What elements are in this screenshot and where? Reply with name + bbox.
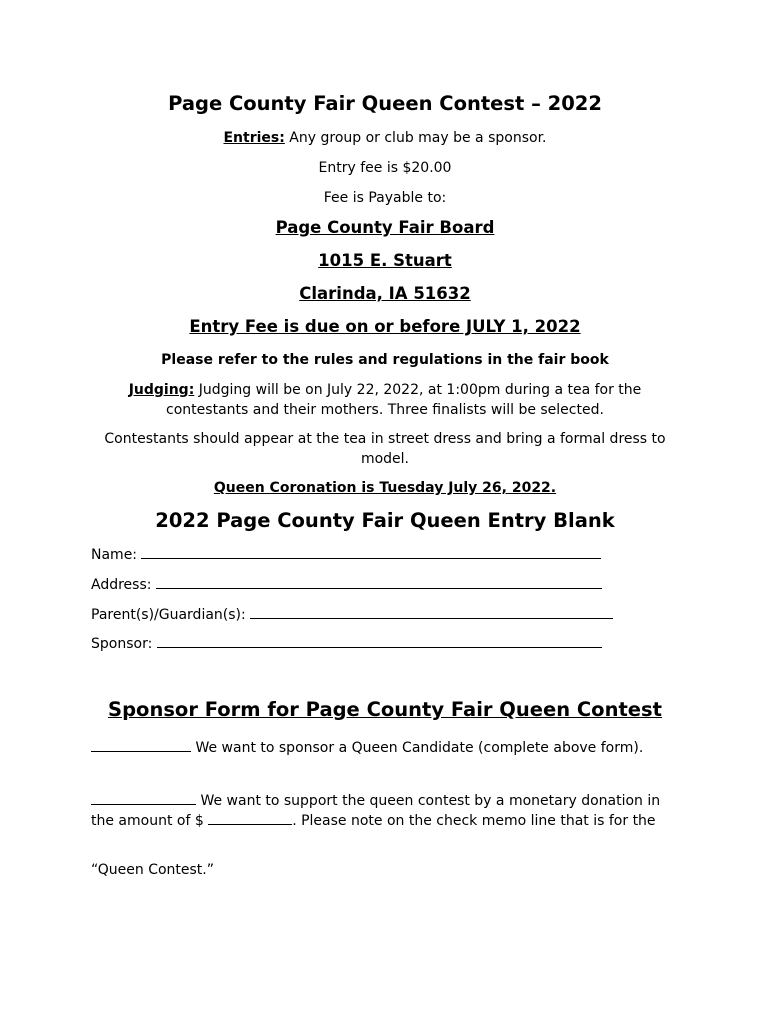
donation-option-text-a: We want to support the queen contest by a monetary donation in the amount of $ [91,793,661,829]
address-blank-line[interactable] [156,576,602,589]
guardian-blank-line[interactable] [250,606,613,619]
sponsor-field[interactable] [91,634,602,654]
sponsor-option-candidate [91,738,686,758]
name-field[interactable] [91,545,601,565]
page-title: Page County Fair Queen Contest – 2022 [168,92,602,115]
donation-amount-line[interactable] [208,812,292,825]
judging-text: Judging will be on July 22, 2022, at 1:00pm during a tea for the contestants and their mothers. Three finalists will be selected. [166,382,642,418]
entry-blank-title: 2022 Page County Fair Queen Entry Blank [155,509,615,532]
candidate-check-line[interactable] [91,739,191,752]
entries-label: Entries: [223,130,285,146]
guardian-label: Parent(s)/Guardian(s): [91,607,246,623]
payable-to-text: Fee is Payable to: [323,190,447,206]
guardian-field[interactable] [91,605,613,625]
coronation-notice: Queen Coronation is Tuesday July 26, 2022. [213,480,557,496]
name-blank-line[interactable] [141,546,601,559]
sponsor-form-title: Sponsor Form for Page County Fair Queen Contest [108,698,662,721]
entry-fee-text: Entry fee is $20.00 [318,160,452,176]
candidate-option-text: We want to sponsor a Queen Candidate (complete above form). [191,740,644,756]
judging-label: Judging: [128,382,195,398]
memo-text: “Queen Contest.” [91,862,214,878]
due-date-notice: Entry Fee is due on or before JULY 1, 2022 [189,317,581,336]
sponsor-blank-line[interactable] [157,635,602,648]
board-street: 1015 E. Stuart [318,251,452,270]
board-city: Clarinda, IA 51632 [299,284,471,303]
donation-option-text-b: . Please note on the check memo line that is for the [292,813,656,829]
name-label: Name: [91,547,138,563]
sponsor-label: Sponsor: [91,636,153,652]
address-field[interactable] [91,575,602,595]
entries-line [0,128,770,148]
board-name: Page County Fair Board [275,218,495,237]
address-label: Address: [91,577,152,593]
rules-note: Please refer to the rules and regulations in the fair book [161,352,609,368]
sponsor-option-donation [91,791,686,831]
entries-text: Any group or club may be a sponsor. [284,130,547,146]
donation-check-line[interactable] [91,792,196,805]
judging-paragraph [0,380,770,420]
dress-paragraph: Contestants should appear at the tea in street dress and bring a formal dress to model. [104,431,666,467]
